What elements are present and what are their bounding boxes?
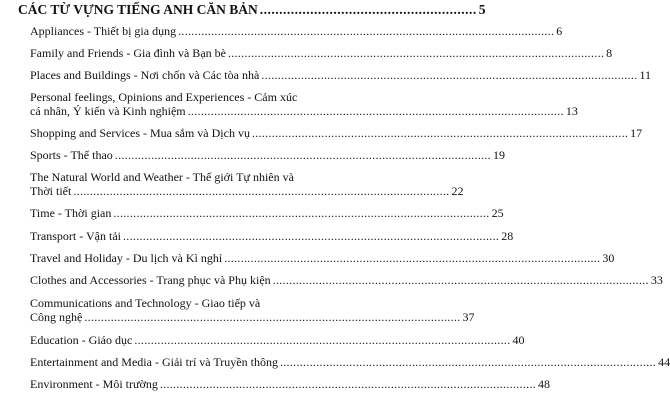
toc-entry[interactable]: [30, 296, 475, 324]
entry-page-number: 13: [565, 104, 578, 118]
dot-leader: ..................................................................................................................: [224, 251, 601, 265]
heading-title: CÁC TỪ VỰNG TIẾNG ANH CĂN BẢN: [18, 2, 258, 17]
toc-entry[interactable]: [30, 126, 643, 140]
toc-entry[interactable]: [30, 229, 514, 243]
dot-leader: ..................................................................................................................: [187, 104, 564, 118]
entry-title: Clothes and Accessories - Trang phục và Phụ kiện: [30, 273, 271, 287]
entry-title: Travel and Holiday - Du lịch và Kì nghỉ: [30, 251, 223, 265]
entry-page-number: 11: [639, 68, 652, 82]
entry-title-line1: The Natural World and Weather - Thế giới Tự nhiên và: [30, 170, 294, 184]
entry-title: Appliances - Thiết bị gia dụng: [30, 24, 177, 38]
entry-page-number: 8: [606, 46, 613, 60]
entry-title: Shopping and Services - Mua sắm và Dịch vụ: [30, 126, 250, 140]
dot-leader: ..................................................................................................................: [261, 68, 638, 82]
entry-title: Công nghệ: [30, 310, 83, 324]
dot-leader: ........................................................: [259, 2, 477, 17]
toc-entry[interactable]: [30, 251, 615, 265]
toc-entry[interactable]: [30, 206, 504, 220]
entry-page-number: 44: [658, 355, 670, 369]
entry-page-number: 33: [650, 273, 663, 287]
entry-title: Thời tiết: [30, 184, 72, 198]
toc-entry[interactable]: [30, 170, 464, 198]
dot-leader: ..................................................................................................................: [123, 229, 500, 243]
entry-page-number: 40: [512, 333, 525, 347]
entry-page-number: 28: [501, 229, 514, 243]
entry-title: Time - Thời gian: [30, 206, 112, 220]
entry-title: Environment - Môi trường: [30, 377, 158, 391]
dot-leader: ..................................................................................................................: [178, 24, 555, 38]
entry-page-number: 22: [451, 184, 464, 198]
heading-page-number: 5: [478, 2, 486, 17]
toc-entry[interactable]: [30, 24, 563, 38]
entry-page-number: 17: [630, 126, 643, 140]
entry-title: Transport - Vận tải: [30, 229, 121, 243]
dot-leader: ..................................................................................................................: [134, 333, 511, 347]
entry-title: Entertainment and Media - Giải trí và Truyền thông: [30, 355, 278, 369]
toc-entry[interactable]: [30, 68, 652, 82]
entry-page-number: 6: [556, 24, 563, 38]
toc-entry[interactable]: [30, 46, 613, 60]
entry-title: Places and Buildings - Nơi chốn và Các tòa nhà: [30, 68, 260, 82]
dot-leader: ..................................................................................................................: [159, 377, 537, 391]
entry-title: cá nhân, Ý kiến và Kinh nghiệm: [30, 104, 186, 118]
dot-leader: ..................................................................................................................: [114, 148, 491, 162]
entry-title: Sports - Thể thao: [30, 148, 113, 162]
dot-leader: ..................................................................................................................: [272, 273, 649, 287]
toc-entry[interactable]: [30, 273, 663, 287]
dot-leader: ..................................................................................................................: [227, 46, 605, 60]
entry-title: Family and Friends - Gia đình và Bạn bè: [30, 46, 226, 60]
entry-page-number: 37: [462, 310, 475, 324]
dot-leader: ..................................................................................................................: [279, 355, 657, 369]
dot-leader: ..................................................................................................................: [251, 126, 629, 140]
entry-page-number: 48: [538, 377, 551, 391]
entry-page-number: 25: [491, 206, 504, 220]
toc-entry[interactable]: [30, 148, 505, 162]
toc-entry[interactable]: [30, 377, 551, 391]
entry-page-number: 30: [602, 251, 615, 265]
entry-title: Education - Giáo dục: [30, 333, 133, 347]
entry-title-line1: Personal feelings, Opinions and Experiences - Cảm xúc: [30, 90, 298, 104]
toc-entry[interactable]: [30, 333, 525, 347]
entry-page-number: 19: [492, 148, 505, 162]
toc-entry[interactable]: [30, 355, 670, 369]
toc-entry[interactable]: [30, 90, 578, 118]
toc-heading: [18, 2, 486, 18]
dot-leader: ..................................................................................................................: [113, 206, 490, 220]
dot-leader: ..................................................................................................................: [73, 184, 450, 198]
dot-leader: ..................................................................................................................: [84, 310, 461, 324]
entry-title-line1: Communications and Technology - Giao tiếp và: [30, 296, 261, 310]
